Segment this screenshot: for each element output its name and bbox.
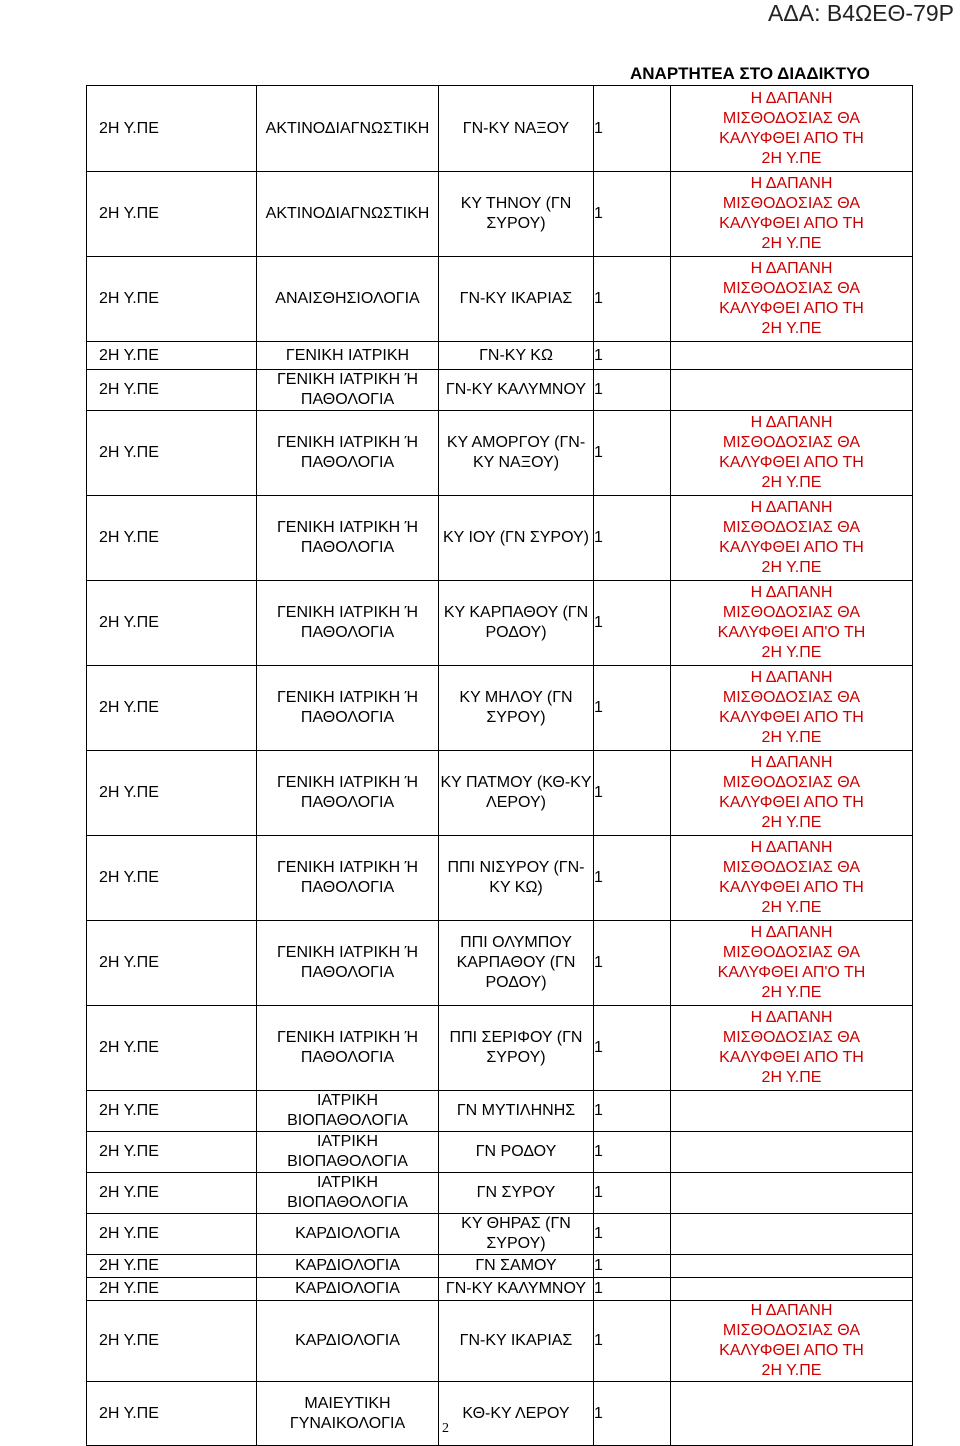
region-cell: 2Η Υ.ΠΕ xyxy=(87,666,257,751)
funding-note-cell xyxy=(671,411,913,496)
region-cell: 2Η Υ.ΠΕ xyxy=(87,1091,257,1132)
table-row xyxy=(87,172,913,257)
funding-note-cell xyxy=(671,581,913,666)
specialty-cell: ΓΕΝΙΚΗ ΙΑΤΡΙΚΗ Ή ΠΑΘΟΛΟΓΙΑ xyxy=(257,921,439,1006)
count-cell: 1 xyxy=(594,342,671,370)
unit-cell: ΚΥ ΘΗΡΑΣ (ΓΝ ΣΥΡΟΥ) xyxy=(439,1214,594,1255)
funding-note-line: 2Η Υ.ΠΕ xyxy=(761,1069,822,1086)
region-cell: 2Η Υ.ΠΕ xyxy=(87,1006,257,1091)
funding-note-line: Η ΔΑΠΑΝΗ xyxy=(750,924,833,941)
funding-note-line: ΚΑΛΥΦΘΕΙ ΑΠΟ ΤΗ xyxy=(719,794,864,811)
funding-note-cell xyxy=(671,257,913,342)
funding-note-line: ΚΑΛΥΦΘΕΙ ΑΠΟ ΤΗ xyxy=(719,1049,864,1066)
funding-note-line: ΜΙΣΘΟΔΟΣΙΑΣ ΘΑ xyxy=(722,859,861,876)
specialty-cell: ΓΕΝΙΚΗ ΙΑΤΡΙΚΗ Ή ΠΑΘΟΛΟΓΙΑ xyxy=(257,581,439,666)
unit-cell: ΚΥ ΚΑΡΠΑΘΟΥ (ΓΝ ΡΟΔΟΥ) xyxy=(439,581,594,666)
funding-note-line: Η ΔΑΠΑΝΗ xyxy=(750,754,833,771)
table-row xyxy=(87,1006,913,1091)
unit-cell: ΚΥ ΙΟΥ (ΓΝ ΣΥΡΟΥ) xyxy=(439,496,594,581)
unit-cell: ΚΥ ΑΜΟΡΓΟΥ (ΓΝ-ΚΥ ΝΑΞΟΥ) xyxy=(439,411,594,496)
count-cell: 1 xyxy=(594,1214,671,1255)
funding-note-line: ΚΑΛΥΦΘΕΙ ΑΠΟ ΤΗ xyxy=(719,709,864,726)
funding-note-line: Η ΔΑΠΑΝΗ xyxy=(750,1302,833,1319)
region-cell: 2Η Υ.ΠΕ xyxy=(87,581,257,666)
table-row xyxy=(87,496,913,581)
unit-cell: ΓΝ-ΚΥ ΙΚΑΡΙΑΣ xyxy=(439,257,594,342)
funding-note-line: Η ΔΑΠΑΝΗ xyxy=(750,499,833,516)
ada-code: ΑΔΑ: Β4ΩΕΘ-79Ρ xyxy=(768,0,954,26)
funding-note-line: ΜΙΣΘΟΔΟΣΙΑΣ ΘΑ xyxy=(722,1029,861,1046)
funding-note-line: 2Η Υ.ΠΕ xyxy=(761,320,822,337)
count-cell: 1 xyxy=(594,172,671,257)
region-cell: 2Η Υ.ΠΕ xyxy=(87,172,257,257)
region-cell: 2Η Υ.ΠΕ xyxy=(87,342,257,370)
count-cell: 1 xyxy=(594,581,671,666)
funding-note-line: ΚΑΛΥΦΘΕΙ ΑΠΟ ΤΗ xyxy=(719,215,864,232)
count-cell: 1 xyxy=(594,836,671,921)
funding-note-cell xyxy=(671,86,913,172)
positions-table xyxy=(86,85,913,1446)
unit-cell: ΓΝ ΡΟΔΟΥ xyxy=(439,1132,594,1173)
specialty-cell: ΓΕΝΙΚΗ ΙΑΤΡΙΚΗ Ή ΠΑΘΟΛΟΓΙΑ xyxy=(257,666,439,751)
count-cell: 1 xyxy=(594,1091,671,1132)
funding-note-line: 2Η Υ.ΠΕ xyxy=(761,814,822,831)
funding-note-line: ΚΑΛΥΦΘΕΙ ΑΠΟ ΤΗ xyxy=(719,1342,864,1359)
funding-note-line: 2Η Υ.ΠΕ xyxy=(761,559,822,576)
region-cell: 2Η Υ.ΠΕ xyxy=(87,496,257,581)
region-cell: 2Η Υ.ΠΕ xyxy=(87,1214,257,1255)
funding-note-line: Η ΔΑΠΑΝΗ xyxy=(750,669,833,686)
funding-note-cell xyxy=(671,172,913,257)
specialty-cell: ΓΕΝΙΚΗ ΙΑΤΡΙΚΗ Ή ΠΑΘΟΛΟΓΙΑ xyxy=(257,1006,439,1091)
funding-note-line: ΚΑΛΥΦΘΕΙ ΑΠΟ ΤΗ xyxy=(719,454,864,471)
funding-note-line: ΚΑΛΥΦΘΕΙ ΑΠΟ ΤΗ xyxy=(719,539,864,556)
funding-note-cell xyxy=(671,496,913,581)
funding-note-line: ΜΙΣΘΟΔΟΣΙΑΣ ΘΑ xyxy=(722,774,861,791)
count-cell: 1 xyxy=(594,257,671,342)
page-heading: ΑΝΑΡΤΗΤΕΑ ΣΤΟ ΔΙΑΔΙΚΤΥΟ xyxy=(630,64,870,83)
funding-note-cell xyxy=(671,836,913,921)
region-cell: 2Η Υ.ΠΕ xyxy=(87,1132,257,1173)
table-row xyxy=(87,86,913,172)
funding-note-line: ΜΙΣΘΟΔΟΣΙΑΣ ΘΑ xyxy=(722,1322,861,1339)
unit-cell: ΓΝ-ΚΥ ΚΑΛΥΜΝΟΥ xyxy=(439,370,594,411)
region-cell: 2Η Υ.ΠΕ xyxy=(87,411,257,496)
funding-note-cell xyxy=(671,751,913,836)
funding-note-cell xyxy=(671,1278,913,1301)
unit-cell: ΠΠΙ ΟΛΥΜΠΟΥ ΚΑΡΠΑΘΟΥ (ΓΝ ΡΟΔΟΥ) xyxy=(439,921,594,1006)
unit-cell: ΠΠΙ ΣΕΡΙΦΟΥ (ΓΝ ΣΥΡΟΥ) xyxy=(439,1006,594,1091)
funding-note-line: ΚΑΛΥΦΘΕΙ ΑΠ'Ο ΤΗ xyxy=(717,624,866,641)
funding-note-cell xyxy=(671,370,913,411)
funding-note-line: Η ΔΑΠΑΝΗ xyxy=(750,175,833,192)
table-row xyxy=(87,342,913,370)
funding-note-cell xyxy=(671,1132,913,1173)
count-cell: 1 xyxy=(594,1382,671,1446)
funding-note-cell xyxy=(671,342,913,370)
funding-note-cell xyxy=(671,1173,913,1214)
specialty-cell: ΚΑΡΔΙΟΛΟΓΙΑ xyxy=(257,1214,439,1255)
count-cell: 1 xyxy=(594,370,671,411)
funding-note-line: ΚΑΛΥΦΘΕΙ ΑΠΟ ΤΗ xyxy=(719,879,864,896)
funding-note-cell xyxy=(671,1006,913,1091)
funding-note-line: Η ΔΑΠΑΝΗ xyxy=(750,1009,833,1026)
funding-note-cell xyxy=(671,1091,913,1132)
funding-note-line: ΚΑΛΥΦΘΕΙ ΑΠΟ ΤΗ xyxy=(719,129,864,147)
funding-note-line: 2Η Υ.ΠΕ xyxy=(761,1362,822,1379)
unit-cell: ΚΥ ΜΗΛΟΥ (ΓΝ ΣΥΡΟΥ) xyxy=(439,666,594,751)
count-cell: 1 xyxy=(594,921,671,1006)
specialty-cell: ΜΑΙΕΥΤΙΚΗ ΓΥΝΑΙΚΟΛΟΓΙΑ xyxy=(257,1382,439,1446)
count-cell: 1 xyxy=(594,1132,671,1173)
table-row xyxy=(87,836,913,921)
region-cell: 2Η Υ.ΠΕ xyxy=(87,921,257,1006)
count-cell: 1 xyxy=(594,751,671,836)
specialty-cell: ΙΑΤΡΙΚΗ ΒΙΟΠΑΘΟΛΟΓΙΑ xyxy=(257,1173,439,1214)
funding-note-line: 2Η Υ.ΠΕ xyxy=(761,644,822,661)
table-row xyxy=(87,257,913,342)
count-cell: 1 xyxy=(594,666,671,751)
funding-note-line: Η ΔΑΠΑΝΗ xyxy=(750,584,833,601)
count-cell: 1 xyxy=(594,496,671,581)
funding-note-line: 2Η Υ.ΠΕ xyxy=(761,149,822,167)
funding-note-line: ΜΙΣΘΟΔΟΣΙΑΣ ΘΑ xyxy=(722,195,861,212)
unit-cell: ΠΠΙ ΝΙΣΥΡΟΥ (ΓΝ-ΚΥ ΚΩ) xyxy=(439,836,594,921)
unit-cell: ΓΝ-ΚΥ ΝΑΞΟΥ xyxy=(439,86,594,172)
unit-cell: ΚΘ-ΚΥ ΛΕΡΟΥ xyxy=(439,1382,594,1446)
funding-note-line: ΜΙΣΘΟΔΟΣΙΑΣ ΘΑ xyxy=(722,944,861,961)
region-cell: 2Η Υ.ΠΕ xyxy=(87,257,257,342)
region-cell: 2Η Υ.ΠΕ xyxy=(87,836,257,921)
region-cell: 2Η Υ.ΠΕ xyxy=(87,1301,257,1382)
region-cell: 2Η Υ.ΠΕ xyxy=(87,1173,257,1214)
specialty-cell: ΑΚΤΙΝΟΔΙΑΓΝΩΣΤΙΚΗ xyxy=(257,172,439,257)
count-cell: 1 xyxy=(594,1278,671,1301)
specialty-cell: ΓΕΝΙΚΗ ΙΑΤΡΙΚΗ Ή ΠΑΘΟΛΟΓΙΑ xyxy=(257,496,439,581)
funding-note-line: ΚΑΛΥΦΘΕΙ ΑΠ'Ο ΤΗ xyxy=(717,964,866,981)
specialty-cell: ΚΑΡΔΙΟΛΟΓΙΑ xyxy=(257,1255,439,1278)
region-cell: 2Η Υ.ΠΕ xyxy=(87,1255,257,1278)
specialty-cell: ΙΑΤΡΙΚΗ ΒΙΟΠΑΘΟΛΟΓΙΑ xyxy=(257,1091,439,1132)
count-cell: 1 xyxy=(594,86,671,172)
funding-note-line: ΜΙΣΘΟΔΟΣΙΑΣ ΘΑ xyxy=(722,519,861,536)
funding-note-line: 2Η Υ.ΠΕ xyxy=(761,729,822,746)
funding-note-cell xyxy=(671,1301,913,1382)
table-row xyxy=(87,581,913,666)
region-cell: 2Η Υ.ΠΕ xyxy=(87,751,257,836)
specialty-cell: ΓΕΝΙΚΗ ΙΑΤΡΙΚΗ Ή ΠΑΘΟΛΟΓΙΑ xyxy=(257,836,439,921)
specialty-cell: ΚΑΡΔΙΟΛΟΓΙΑ xyxy=(257,1301,439,1382)
unit-cell: ΚΥ ΠΑΤΜΟΥ (ΚΘ-ΚΥ ΛΕΡΟΥ) xyxy=(439,751,594,836)
funding-note-line: ΚΑΛΥΦΘΕΙ ΑΠΟ ΤΗ xyxy=(719,300,864,317)
funding-note-line: ΜΙΣΘΟΔΟΣΙΑΣ ΘΑ xyxy=(722,434,861,451)
unit-cell: ΓΝ ΣΥΡΟΥ xyxy=(439,1173,594,1214)
count-cell: 1 xyxy=(594,1255,671,1278)
funding-note-line: Η ΔΑΠΑΝΗ xyxy=(750,89,833,107)
table-row xyxy=(87,1255,913,1278)
funding-note-line: 2Η Υ.ΠΕ xyxy=(761,984,822,1001)
funding-note-line: Η ΔΑΠΑΝΗ xyxy=(750,414,833,431)
funding-note-line: Η ΔΑΠΑΝΗ xyxy=(750,839,833,856)
table-row xyxy=(87,370,913,411)
funding-note-cell xyxy=(671,921,913,1006)
unit-cell: ΓΝ ΣΑΜΟΥ xyxy=(439,1255,594,1278)
table-row xyxy=(87,1173,913,1214)
specialty-cell: ΑΝΑΙΣΘΗΣΙΟΛΟΓΙΑ xyxy=(257,257,439,342)
funding-note-cell xyxy=(671,1214,913,1255)
funding-note-line: ΜΙΣΘΟΔΟΣΙΑΣ ΘΑ xyxy=(722,604,861,621)
unit-cell: ΓΝ-ΚΥ ΚΩ xyxy=(439,342,594,370)
specialty-cell: ΑΚΤΙΝΟΔΙΑΓΝΩΣΤΙΚΗ xyxy=(257,86,439,172)
funding-note-cell xyxy=(671,666,913,751)
unit-cell: ΓΝ-ΚΥ ΙΚΑΡΙΑΣ xyxy=(439,1301,594,1382)
region-cell: 2Η Υ.ΠΕ xyxy=(87,370,257,411)
funding-note-line: ΜΙΣΘΟΔΟΣΙΑΣ ΘΑ xyxy=(722,109,861,127)
table-row xyxy=(87,666,913,751)
count-cell: 1 xyxy=(594,411,671,496)
specialty-cell: ΓΕΝΙΚΗ ΙΑΤΡΙΚΗ Ή ΠΑΘΟΛΟΓΙΑ xyxy=(257,370,439,411)
table-row xyxy=(87,1091,913,1132)
funding-note-cell xyxy=(671,1255,913,1278)
unit-cell: ΚΥ ΤΗΝΟΥ (ΓΝ ΣΥΡΟΥ) xyxy=(439,172,594,257)
funding-note-line: ΜΙΣΘΟΔΟΣΙΑΣ ΘΑ xyxy=(722,689,861,706)
table-row xyxy=(87,1214,913,1255)
specialty-cell: ΚΑΡΔΙΟΛΟΓΙΑ xyxy=(257,1278,439,1301)
funding-note-line: 2Η Υ.ΠΕ xyxy=(761,474,822,491)
table-row xyxy=(87,1278,913,1301)
specialty-cell: ΓΕΝΙΚΗ ΙΑΤΡΙΚΗ xyxy=(257,342,439,370)
count-cell: 1 xyxy=(594,1173,671,1214)
page-number: 2 xyxy=(442,1421,449,1436)
unit-cell: ΓΝ ΜΥΤΙΛΗΝΗΣ xyxy=(439,1091,594,1132)
specialty-cell: ΓΕΝΙΚΗ ΙΑΤΡΙΚΗ Ή ΠΑΘΟΛΟΓΙΑ xyxy=(257,411,439,496)
funding-note-line: ΜΙΣΘΟΔΟΣΙΑΣ ΘΑ xyxy=(722,280,861,297)
specialty-cell: ΓΕΝΙΚΗ ΙΑΤΡΙΚΗ Ή ΠΑΘΟΛΟΓΙΑ xyxy=(257,751,439,836)
region-cell: 2Η Υ.ΠΕ xyxy=(87,1278,257,1301)
specialty-cell: ΙΑΤΡΙΚΗ ΒΙΟΠΑΘΟΛΟΓΙΑ xyxy=(257,1132,439,1173)
region-cell: 2Η Υ.ΠΕ xyxy=(87,86,257,172)
count-cell: 1 xyxy=(594,1301,671,1382)
funding-note-line: Η ΔΑΠΑΝΗ xyxy=(750,260,833,277)
table-row xyxy=(87,751,913,836)
table-row xyxy=(87,1301,913,1382)
region-cell: 2Η Υ.ΠΕ xyxy=(87,1382,257,1446)
funding-note-line: 2Η Υ.ΠΕ xyxy=(761,235,822,252)
funding-note-line: 2Η Υ.ΠΕ xyxy=(761,899,822,916)
count-cell: 1 xyxy=(594,1006,671,1091)
unit-cell: ΓΝ-ΚΥ ΚΑΛΥΜΝΟΥ xyxy=(439,1278,594,1301)
table-row xyxy=(87,1132,913,1173)
table-row xyxy=(87,921,913,1006)
table-row xyxy=(87,411,913,496)
